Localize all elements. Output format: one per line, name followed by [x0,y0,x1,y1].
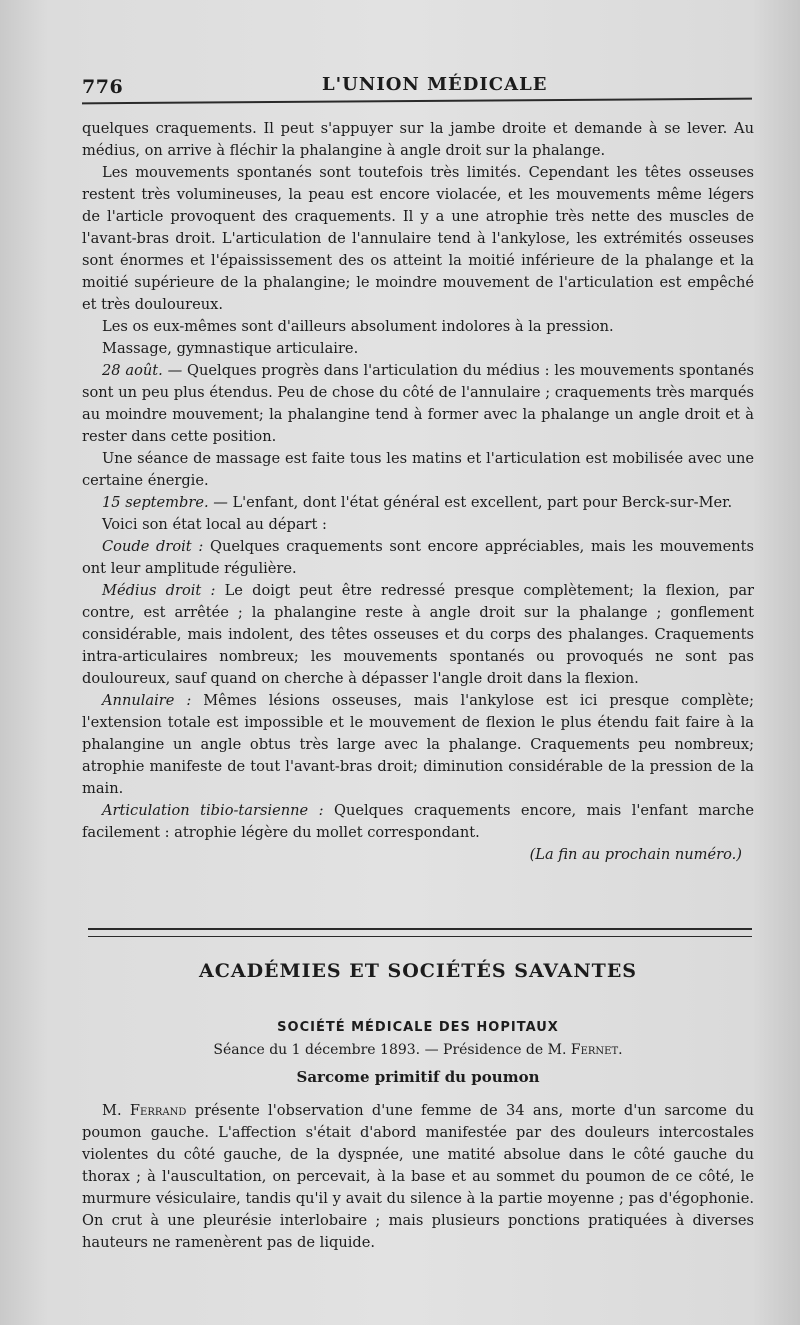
paragraph: Les mouvements spontanés sont toutefois très limités. Cependant les têtes osseuses restent très volumineuses, la peau est encore violacée, et les mouvements même légers de l'article provoquent des craquements. Il y a une atrophie très nette des muscles de l'avant-bras droit. L'articulation de l'annulaire tend à l'ankylose, les extrémités osseuses sont énormes et l'épaississement des os atteint la moitié inférieure de la phalange et la moitié supérieure de la phalangine; le moindre mouvement de l'articulation est empêché et très douloureux. [82,164,754,313]
continued-note: (La fin au prochain numéro.) [529,846,742,863]
paragraph-text: Quelques craquements encore, mais l'enfant marche facilement : atrophie légère du mollet correspondant. [82,802,754,841]
paragraph: Voici son état local au départ : [102,516,327,533]
paragraph-septembre [82,492,754,514]
paragraph: Les os eux-mêmes sont d'ailleurs absolument indolores à la pression. [102,318,614,335]
paragraph-text: Quelques progrès dans l'articulation du médius : les mouvements spontanés sont un peu plus étendus. Peu de chose du côté de l'annulaire ; craquements très marqués au moindre mouvement; la phalangine tend à former avec la phalange un angle droit et à rester dans cette position. [82,362,755,445]
report-text: présente l'observation d'une femme de 34 ans, morte d'un sarcome du poumon gauche. L'affection s'était d'abord manifestée par des douleurs intercostales violentes du côté gauche, de la dyspnée, une matité absolue dans le côté gauche du thorax ; à l'auscultation, on percevait, à la base et au sommet du poumon de ce côté, le murmure vésiculaire, tandis qu'il y avait du silence à la partie moyenne ; pas d'égophonie. On crut à une pleurésie interlobaire ; mais plusieurs ponctions pratiquées à diverses hauteurs ne ramenèrent pas de liquide. [82,1102,754,1251]
section-label: Médius droit : [102,582,216,599]
article-body [82,118,754,866]
paragraph-aout [82,360,754,448]
society-title: SOCIÉTÉ MÉDICALE DES HOPITAUX [277,1020,559,1035]
page-header [82,64,752,100]
paragraph-coude [82,536,754,580]
paragraph: Une séance de massage est faite tous les matins et l'articulation est mobilisée avec une certaine énergie. [82,450,754,489]
paragraph-medius [82,580,754,690]
report-paragraph [82,1100,754,1254]
speaker-name: M. Ferrand [102,1102,187,1119]
paragraph-annulaire [82,690,754,800]
report-body [82,1100,754,1254]
paragraph: Massage, gymnastique articulaire. [102,340,359,357]
paragraph-tibio [82,800,754,844]
page-number: 776 [82,76,124,98]
session-line [82,1042,754,1058]
section-divider [88,928,752,937]
section-label: Annulaire : [102,692,192,709]
section-label: Articulation tibio-tarsienne : [102,802,324,819]
paragraph: quelques craquements. Il peut s'appuyer sur la jambe droite et demande à se lever. Au médius, on arrive à fléchir la phalangine à angle droit sur la phalange. [82,120,754,159]
running-title: L'UNION MÉDICALE [322,74,548,95]
subject-title: Sarcome primitif du poumon [296,1068,540,1086]
paragraph-text: Quelques craquements sont encore appréciables, mais les mouvements ont leur amplitude régulière. [82,538,754,577]
president-name: Fernet. [570,1042,623,1058]
date-label: 28 août. — [102,362,183,379]
session-text: Séance du 1 décembre 1893. — Présidence de M. [213,1042,567,1058]
section-title: ACADÉMIES ET SOCIÉTÉS SAVANTES [198,960,638,982]
paragraph-text: Mêmes lésions osseuses, mais l'ankylose est ici presque complète; l'extension totale est impossible et le mouvement de flexion le plus étendu fait faire à la phalangine un angle obtus très large avec la phalange. Craquements peu nombreux; atrophie manifeste de tout l'avant-bras droit; diminution considérable de la pression de la main. [82,692,754,797]
section-label: Coude droit : [102,538,204,555]
paragraph-text: L'enfant, dont l'état général est excellent, part pour Berck-sur-Mer. [232,494,733,511]
paragraph-text: Le doigt peut être redressé presque complètement; la flexion, par contre, est arrêtée ; la phalangine reste à angle droit sur la phalange ; gonflement considérable, mais indolent, des têtes osseuses et du corps des phalanges. Craquements intra-articulaires nombreux; les mouvements spontanés ou provoqués ne sont pas douloureux, sauf quand on cherche à dépasser l'angle droit dans la flexion. [82,582,755,687]
date-label: 15 septembre. — [102,494,228,511]
